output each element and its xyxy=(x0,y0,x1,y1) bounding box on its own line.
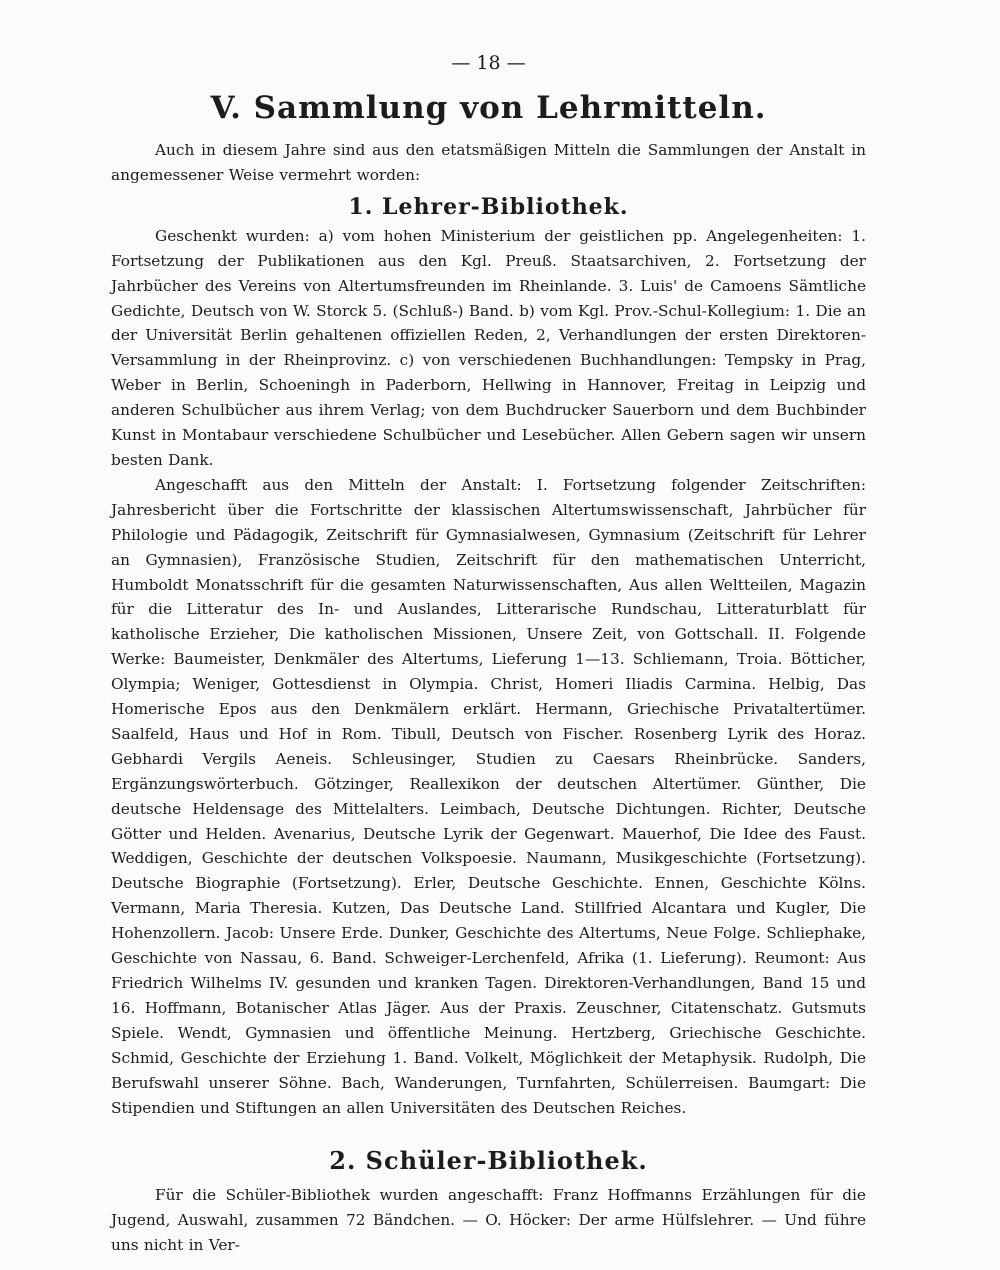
teacher-library-gifts-paragraph: Geschenkt wurden: a) vom hohen Ministerium der geistlichen pp. Angelegenheiten: 1. Fortsetzung der Publikationen aus den Kgl. Preuß. Staatsarchiven, 2. Fortsetzung der Jahrbücher des Vereins von Altertumsfreunden im Rheinlande. 3. Luis' de Camoens Sämtliche Gedichte, Deutsch von W. Storck 5. (Schluß-) Band. b) vom Kgl. Prov.-Schul-Kollegium: 1. Die an der Universität Berlin gehaltenen offiziellen Reden, 2, Verhandlungen der ersten Direktoren-Versammlung in der Rheinprovinz. c) von verschiedenen Buchhandlungen: Tempsky in Prag, Weber in Berlin, Schoeningh in Paderborn, Hellwing in Hannover, Freitag in Leipzig und anderen Schulbücher aus ihrem Verlag; von dem Buchdrucker Sauerborn und dem Buchbinder Kunst in Montabaur verschiedene Schulbücher und Lesebücher. Allen Gebern sagen wir unsern besten Dank. xyxy=(111,226,866,469)
intro-paragraph: Auch in diesem Jahre sind aus den etatsmäßigen Mitteln die Sammlungen der Anstalt in angemessener Weise vermehrt worden: xyxy=(111,141,866,184)
teacher-library-heading: 1. Lehrer-Bibliothek. xyxy=(348,193,629,220)
section-title: V. Sammlung von Lehrmitteln. xyxy=(210,90,767,126)
student-library-heading: 2. Schüler-Bibliothek. xyxy=(329,1146,648,1176)
student-library-paragraph: Für die Schüler-Bibliothek wurden angeschafft: Franz Hoffmanns Erzählungen für die Jugend, Auswahl, zusammen 72 Bändchen. — O. Höcker: Der arme Hülfslehrer. — Und führe uns nicht in Ver- xyxy=(111,1186,866,1255)
document-page xyxy=(111,50,866,1258)
teacher-library-purchases-paragraph: Angeschafft aus den Mitteln der Anstalt: I. Fortsetzung folgender Zeitschriften: Jahresbericht über die Fortschritte der klassischen Altertumswissenschaft, Jahrbücher für Philologie und Pädagogik, Zeitschrift für Gymnasialwesen, Gymnasium (Zeitschrift für Lehrer an Gymnasien), Französische Studien, Zeitschrift für den mathematischen Unterricht, Humboldt Monatsschrift für die gesamten Naturwissenschaften, Aus allen Weltteilen, Magazin für die Litteratur des In- und Auslandes, Litterarische Rundschau, Litteraturblatt für katholische Erzieher, Die katholischen Missionen, Unsere Zeit, von Gottschall. II. Folgende Werke: Baumeister, Denkmäler des Altertums, Lieferung 1—13. Schliemann, Troia. Bötticher, Olympia; Weniger, Gottesdienst in Olympia. Christ, Homeri Iliadis Carmina. Helbig, Das Homerische Epos aus den Denkmälern erklärt. Hermann, Griechische Privataltertümer. Saalfeld, Haus und Hof in Rom. Tibull, Deutsch von Fischer. Rosenberg Lyrik des Horaz. Gebhardi Vergils Aeneis. Schleusinger, Studien zu Caesars Rheinbrücke. Sanders, Ergänzungswörterbuch. Götzinger, Reallexikon der deutschen Altertümer. Günther, Die deutsche Heldensage des Mittelalters. Leimbach, Deutsche Dichtungen. Richter, Deutsche Götter und Helden. Avenarius, Deutsche Lyrik der Gegenwart. Mauerhof, Die Idee des Faust. Weddigen, Geschichte der deutschen Volkspoesie. Naumann, Musikgeschichte (Fortsetzung). Deutsche Biographie (Fortsetzung). Erler, Deutsche Geschichte. Ennen, Geschichte Kölns. Vermann, Maria Theresia. Kutzen, Das Deutsche Land. Stillfried Alcantara und Kugler, Die Hohenzollern. Jacob: Unsere Erde. Dunker, Geschichte des Altertums, Neue Folge. Schliephake, Geschichte von Nassau, 6. Band. Schweiger-Lerchenfeld, Afrika (1. Lieferung). Reumont: Aus Friedrich Wilhelms IV. gesunden und kranken Tagen. Direktoren-Verhandlungen, Band 15 und 16. Hoffmann, Botanischer Atlas Jäger. Aus der Praxis. Zeuschner, Citatenschatz. Gutsmuts Spiele. Wendt, Gymnasien und öffentliche Meinung. Hertzberg, Griechische Geschichte. Schmid, Geschichte der Erziehung 1. Band. Volkelt, Möglichkeit der Metaphysik. Rudolph, Die Berufswahl unserer Söhne. Bach, Wanderungen, Turnfahrten, Schülerreisen. Baumgart: Die Stipendien und Stiftungen an allen Universitäten des Deutschen Reiches. xyxy=(111,475,866,1117)
page-number: — 18 — xyxy=(451,52,526,74)
